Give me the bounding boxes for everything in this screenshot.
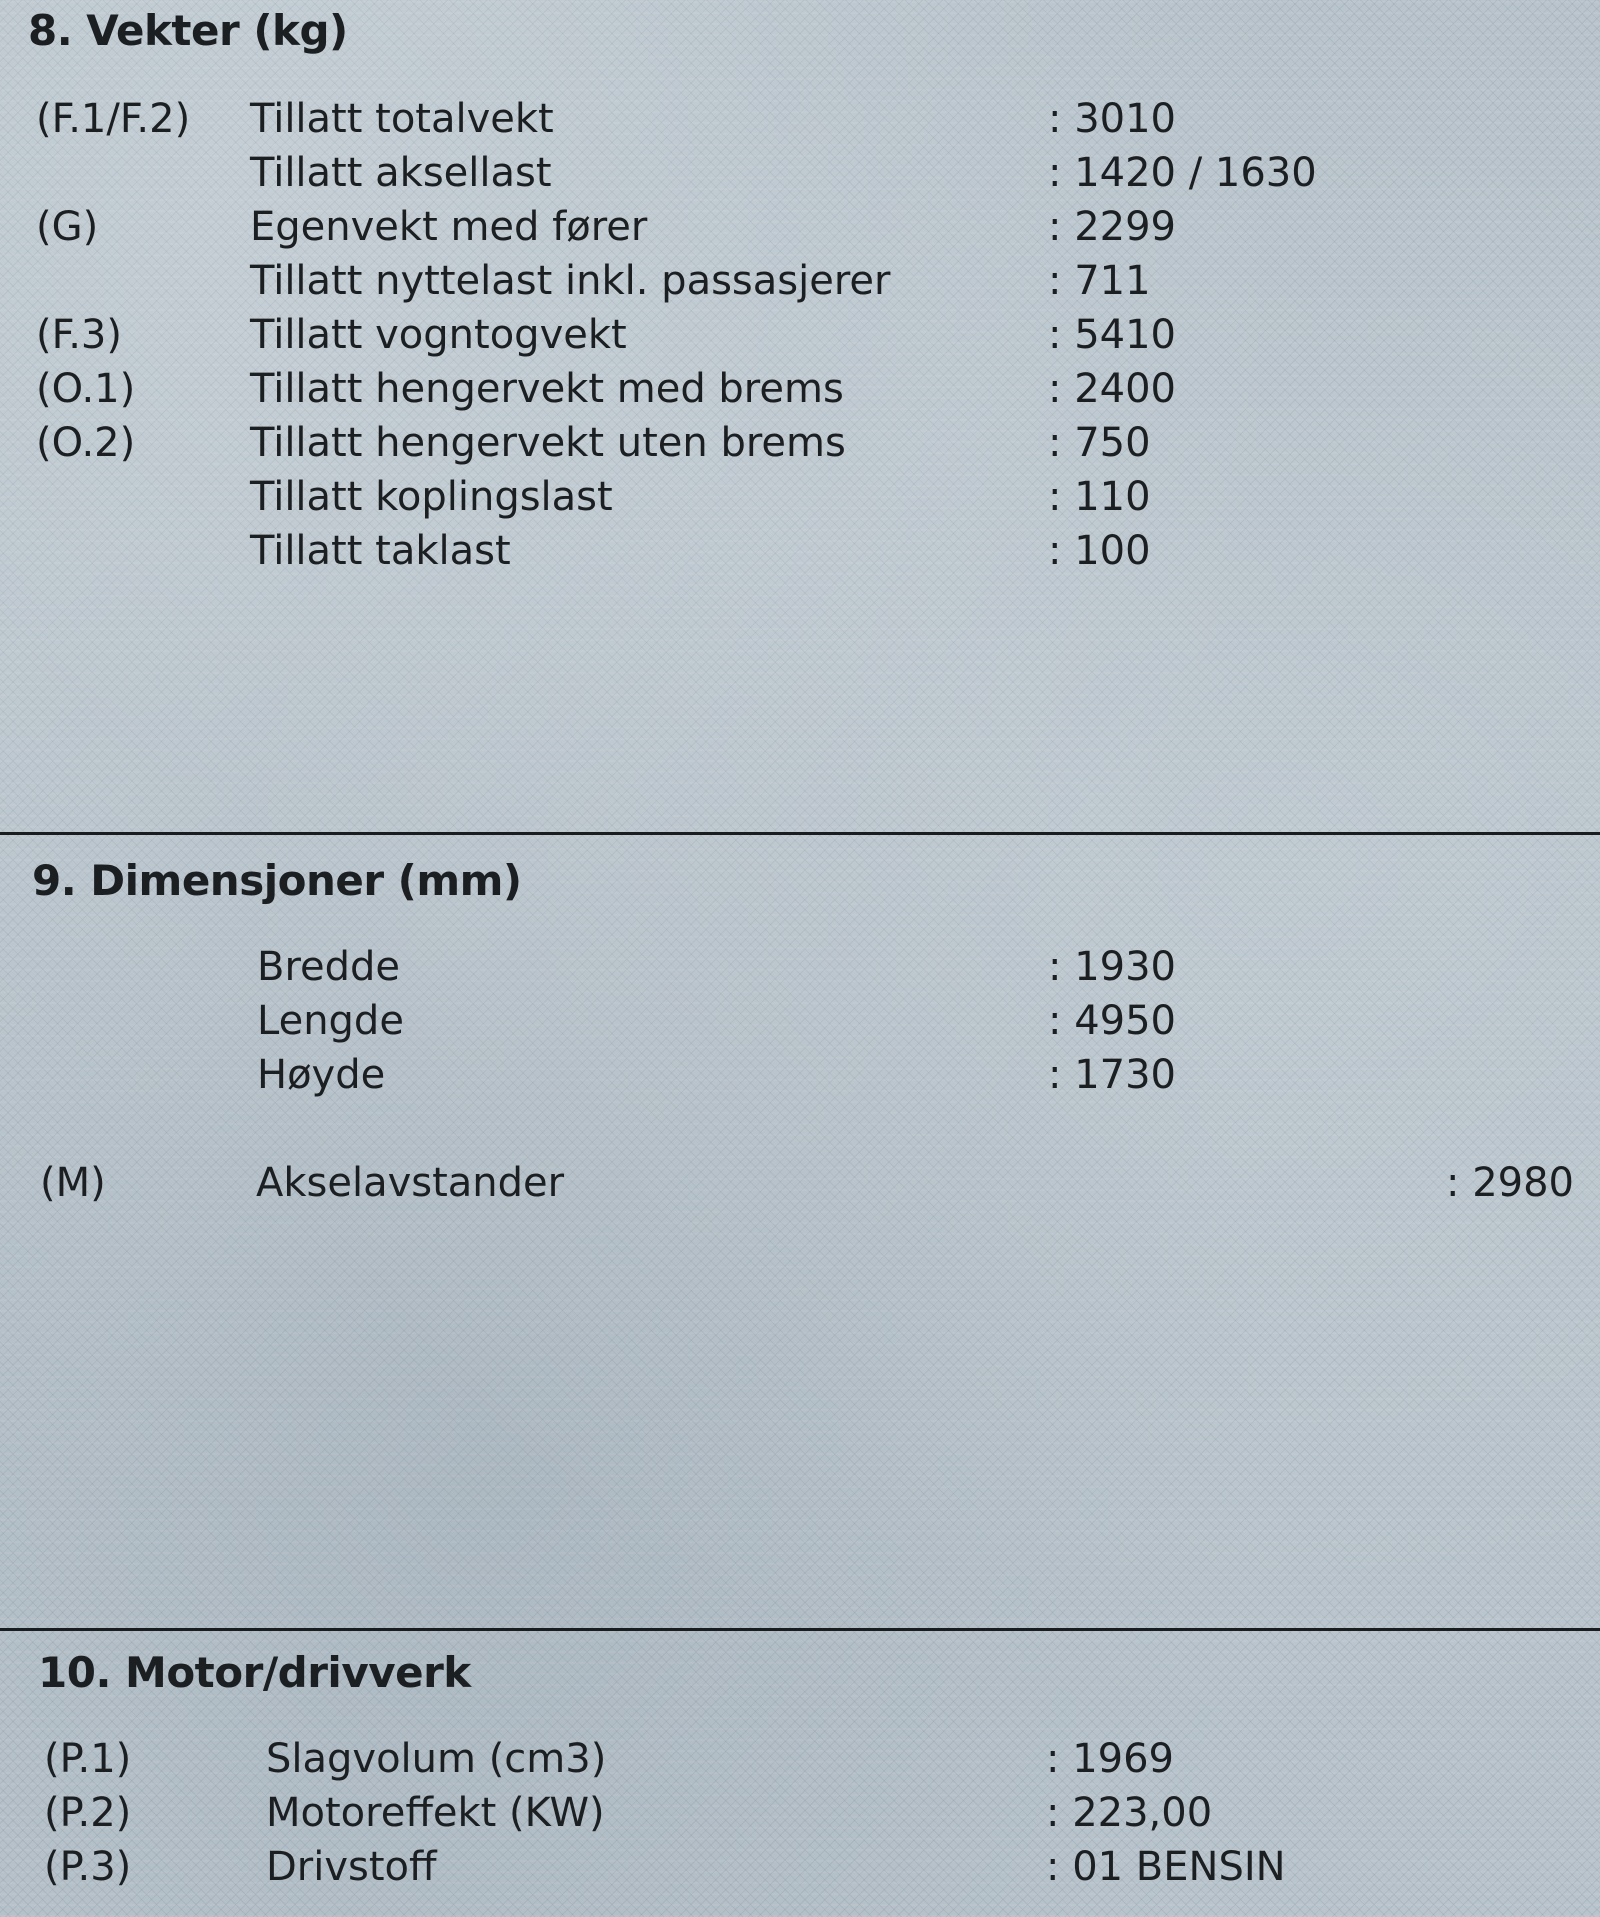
weight-row-trailer-unbraked	[0, 420, 1600, 474]
dimension-row-width	[0, 944, 1600, 998]
row-label: Tillatt hengervekt uten brems	[250, 420, 846, 466]
row-value: : 2400	[1048, 366, 1176, 412]
row-code: (P.2)	[44, 1790, 132, 1836]
row-label: Drivstoff	[266, 1844, 437, 1890]
dimension-row-length	[0, 998, 1600, 1052]
weight-row-train-weight	[0, 312, 1600, 366]
row-label: Lengde	[257, 998, 404, 1044]
weight-row-curb-weight	[0, 204, 1600, 258]
row-value: : 750	[1048, 420, 1151, 466]
row-label: Tillatt totalvekt	[250, 96, 554, 142]
row-code: (M)	[40, 1160, 106, 1206]
row-value: : 223,00	[1046, 1790, 1213, 1836]
row-label: Akselavstander	[256, 1160, 565, 1206]
row-value: : 110	[1048, 474, 1151, 520]
row-value: : 2980	[1446, 1160, 1574, 1206]
row-label: Egenvekt med fører	[250, 204, 648, 250]
row-label: Tillatt taklast	[250, 528, 511, 574]
weight-row-trailer-braked	[0, 366, 1600, 420]
row-value: : 3010	[1048, 96, 1176, 142]
row-code: (F.3)	[36, 312, 122, 358]
weight-row-roof-load	[0, 528, 1600, 582]
row-code: (P.3)	[44, 1844, 132, 1890]
row-code: (O.1)	[36, 366, 136, 412]
row-label: Høyde	[257, 1052, 386, 1098]
row-label: Slagvolum (cm3)	[266, 1736, 607, 1782]
row-value: : 711	[1048, 258, 1151, 304]
row-label: Tillatt vogntogvekt	[250, 312, 627, 358]
section-divider	[0, 1628, 1600, 1631]
engine-row-displacement	[0, 1736, 1600, 1790]
section-dimensions-title: 9. Dimensjoner (mm)	[32, 856, 522, 905]
weight-row-total	[0, 96, 1600, 150]
row-code: (G)	[36, 204, 99, 250]
row-label: Tillatt nyttelast inkl. passasjerer	[250, 258, 891, 304]
row-value: : 1420 / 1630	[1048, 150, 1317, 196]
row-value: : 1730	[1048, 1052, 1176, 1098]
row-label: Motoreffekt (KW)	[266, 1790, 605, 1836]
row-code: (F.1/F.2)	[36, 96, 191, 142]
row-label: Tillatt koplingslast	[250, 474, 613, 520]
row-value: : 1969	[1046, 1736, 1174, 1782]
section-weights-title: 8. Vekter (kg)	[28, 6, 348, 55]
row-code: (P.1)	[44, 1736, 132, 1782]
weight-row-coupling-load	[0, 474, 1600, 528]
dimension-row-wheelbase	[0, 1160, 1600, 1214]
engine-row-power	[0, 1790, 1600, 1844]
dimension-row-height	[0, 1052, 1600, 1106]
row-value: : 1930	[1048, 944, 1176, 990]
section-engine-title: 10. Motor/drivverk	[38, 1648, 471, 1697]
row-value: : 01 BENSIN	[1046, 1844, 1286, 1890]
row-value: : 100	[1048, 528, 1151, 574]
row-value: : 5410	[1048, 312, 1176, 358]
row-label: Tillatt hengervekt med brems	[250, 366, 844, 412]
row-value: : 2299	[1048, 204, 1176, 250]
engine-row-fuel	[0, 1844, 1600, 1898]
row-code: (O.2)	[36, 420, 136, 466]
weight-row-payload	[0, 258, 1600, 312]
row-label: Tillatt aksellast	[250, 150, 552, 196]
weight-row-axle-load	[0, 150, 1600, 204]
section-divider	[0, 832, 1600, 835]
row-label: Bredde	[257, 944, 401, 990]
row-value: : 4950	[1048, 998, 1176, 1044]
